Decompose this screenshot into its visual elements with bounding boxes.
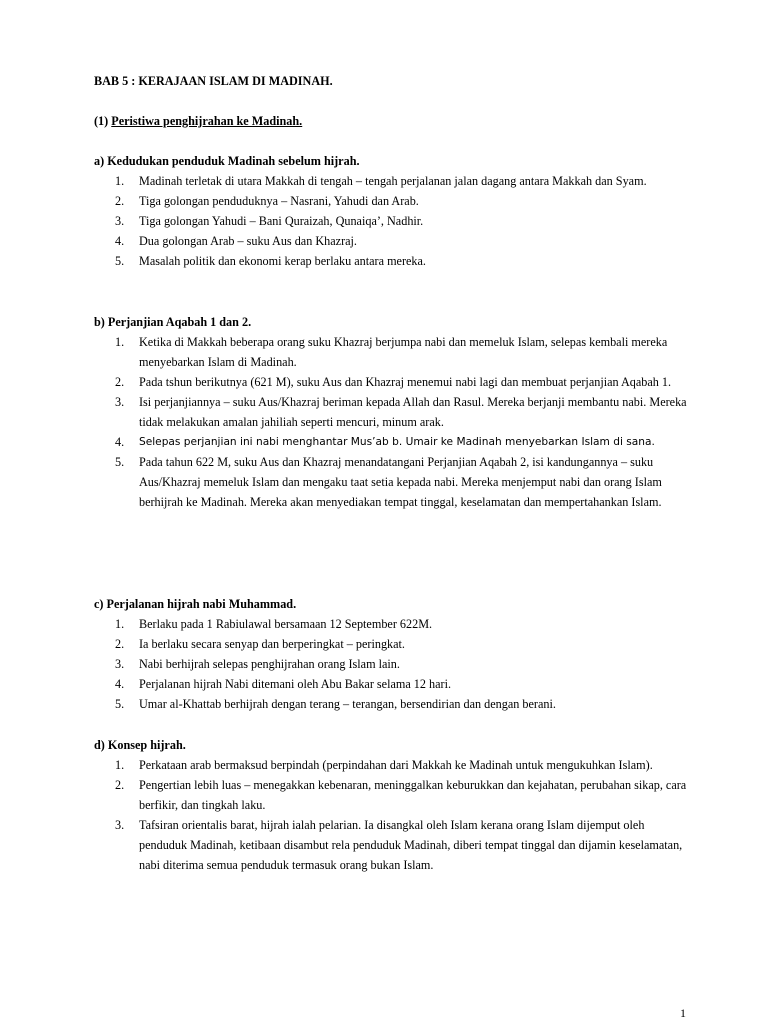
section-heading: d) Konsep hijrah. xyxy=(94,738,186,752)
list-item xyxy=(94,815,694,875)
list-item xyxy=(94,634,694,654)
item-text: Madinah terletak di utara Makkah di tengah – tengah perjalanan jalan dagang antara Makkah dan Syam. xyxy=(139,174,647,188)
item-text: Tafsiran orientalis barat, hijrah ialah pelarian. Ia disangkal oleh Islam kerana orang Islam dijemput oleh penduduk Madinah, ketibaan disambut rela penduduk Madinah, diberi tempat tinggal dan dijamin keselamatan, nabi diterima semua penduduk termasuk orang bukan Islam. xyxy=(139,818,683,872)
section-a xyxy=(94,151,694,271)
item-text: Ia berlaku secara senyap dan berperingkat – peringkat. xyxy=(139,637,405,651)
item-text: Berlaku pada 1 Rabiulawal bersamaan 12 September 622M. xyxy=(139,617,433,631)
item-text: Pengertian lebih luas – menegakkan kebenaran, meninggalkan keburukkan dan kejahatan, perubahan sikap, cara berfikir, dan tingkah laku. xyxy=(139,778,687,812)
item-number: 5. xyxy=(115,254,125,268)
list-item xyxy=(94,191,694,211)
list-item xyxy=(94,674,694,694)
list-item xyxy=(94,755,694,775)
section-heading: a) Kedudukan penduduk Madinah sebelum hijrah. xyxy=(94,154,360,168)
list-item xyxy=(94,694,694,714)
list-item xyxy=(94,231,694,251)
subtitle-number: (1) xyxy=(94,114,112,128)
item-text: Tiga golongan Yahudi – Bani Quraizah, Qunaiqa’, Nadhir. xyxy=(139,214,424,228)
list-item xyxy=(94,211,694,231)
section-b xyxy=(94,312,694,512)
item-text: Masalah politik dan ekonomi kerap berlaku antara mereka. xyxy=(139,254,426,268)
section-c xyxy=(94,594,694,714)
item-number: 3. xyxy=(115,214,125,228)
item-number: 3. xyxy=(115,818,125,832)
item-text: Nabi berhijrah selepas penghijrahan orang Islam lain. xyxy=(139,657,400,671)
item-text: Tiga golongan penduduknya – Nasrani, Yahudi dan Arab. xyxy=(139,194,419,208)
item-text: Dua golongan Arab – suku Aus dan Khazraj. xyxy=(139,234,357,248)
item-number: 3. xyxy=(115,657,125,671)
list-item xyxy=(94,432,694,452)
subtitle xyxy=(94,111,302,131)
item-text: Pada tshun berikutnya (621 M), suku Aus dan Khazraj menemui nabi lagi dan membuat perjanjian Aqabah 1. xyxy=(139,375,672,389)
list-item xyxy=(94,775,694,815)
item-number: 4. xyxy=(115,435,125,449)
item-number: 5. xyxy=(115,455,125,469)
item-text: Selepas perjanjian ini nabi menghantar Mus’ab b. Umair ke Madinah menyebarkan Islam di sana. xyxy=(139,436,655,448)
list-item xyxy=(94,452,694,512)
item-number: 1. xyxy=(115,174,125,188)
item-number: 4. xyxy=(115,677,125,691)
item-number: 2. xyxy=(115,778,125,792)
item-number: 1. xyxy=(115,758,125,772)
page-number: 1 xyxy=(680,1006,686,1020)
list-item xyxy=(94,251,694,271)
item-text: Umar al-Khattab berhijrah dengan terang – terangan, bersendirian dan dengan berani. xyxy=(139,697,556,711)
item-number: 2. xyxy=(115,375,125,389)
item-text: Perkataan arab bermaksud berpindah (perpindahan dari Makkah ke Madinah untuk mengukuhkan Islam). xyxy=(139,758,653,772)
item-text: Pada tahun 622 M, suku Aus dan Khazraj menandatangani Perjanjian Aqabah 2, isi kandungannya – suku Aus/Khazraj memeluk Islam dan mengaku taat setia kepada nabi. Mereka menjemput nabi dan orang Islam berhijrah ke Madinah. Mereka akan menyediakan tempat tinggal, keselamatan dan mempertahankan Islam. xyxy=(139,455,662,509)
item-text: Perjalanan hijrah Nabi ditemani oleh Abu Bakar selama 12 hari. xyxy=(139,677,452,691)
list-item xyxy=(94,654,694,674)
item-number: 2. xyxy=(115,637,125,651)
section-heading: b) Perjanjian Aqabah 1 dan 2. xyxy=(94,315,252,329)
item-number: 3. xyxy=(115,395,125,409)
section-d xyxy=(94,735,694,875)
list-item xyxy=(94,372,694,392)
list-item xyxy=(94,332,694,372)
chapter-title: BAB 5 : KERAJAAN ISLAM DI MADINAH. xyxy=(94,74,333,88)
list-item xyxy=(94,392,694,432)
section-heading: c) Perjalanan hijrah nabi Muhammad. xyxy=(94,597,297,611)
list-item xyxy=(94,171,694,191)
item-number: 5. xyxy=(115,697,125,711)
item-number: 1. xyxy=(115,335,125,349)
item-number: 1. xyxy=(115,617,125,631)
item-number: 4. xyxy=(115,234,125,248)
item-text: Isi perjanjiannya – suku Aus/Khazraj beriman kepada Allah dan Rasul. Mereka berjanji membantu nabi. Mereka tidak melakukan amalan jahiliah seperti mencuri, minum arak. xyxy=(139,395,687,429)
item-number: 2. xyxy=(115,194,125,208)
subtitle-text: Peristiwa penghijrahan ke Madinah. xyxy=(111,114,303,128)
item-text: Ketika di Makkah beberapa orang suku Khazraj berjumpa nabi dan memeluk Islam, selepas kembali mereka menyebarkan Islam di Madinah. xyxy=(139,335,668,369)
list-item xyxy=(94,614,694,634)
